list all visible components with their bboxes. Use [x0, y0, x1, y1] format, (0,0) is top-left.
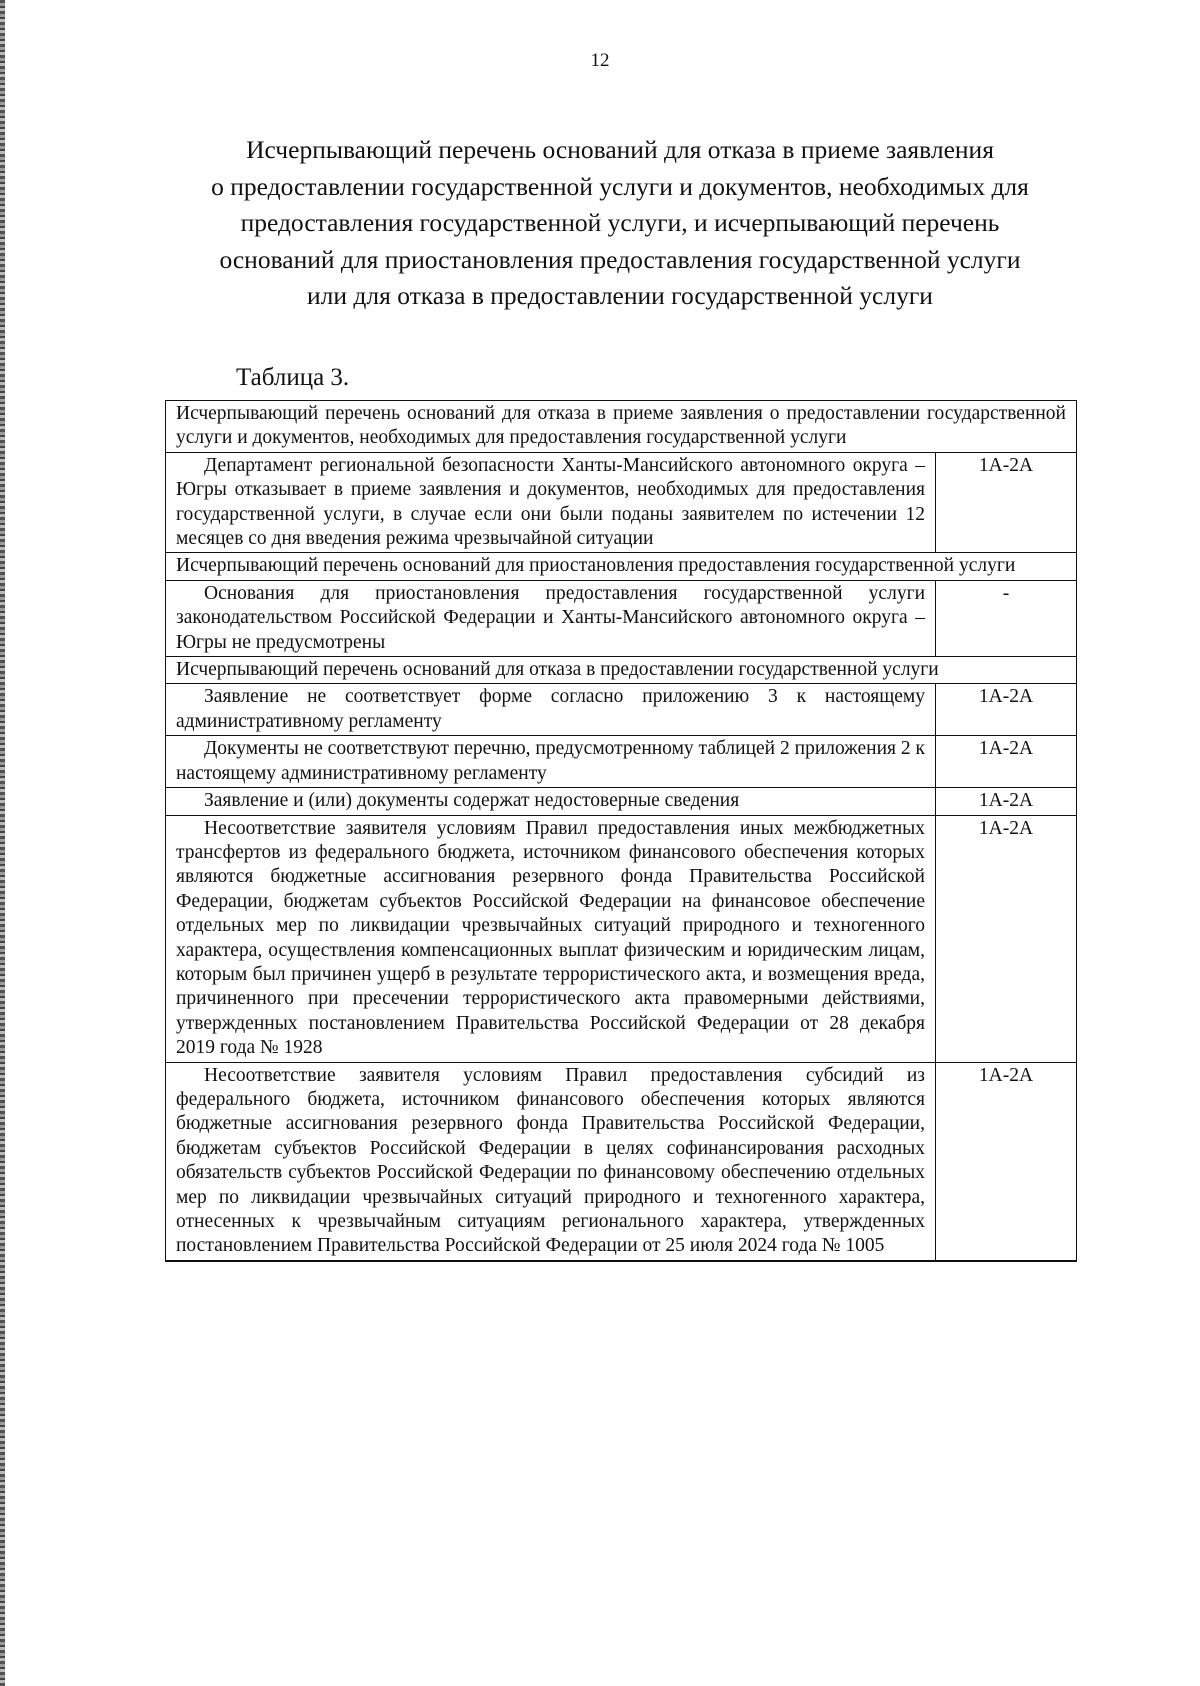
page-number: 12: [590, 50, 610, 71]
table-row: [166, 1062, 1077, 1261]
ground-text: Документы не соответствуют перечню, предусмотренному таблицей 2 приложения 2 к настоящему административному регламенту: [166, 736, 936, 788]
title-line: или для отказа в предоставлении государственной услуги: [307, 281, 933, 310]
applicant-code: 1А-2А: [936, 788, 1077, 815]
ground-text: Основания для приостановления предоставления государственной услуги законодательством Российской Федерации и Ханты-Мансийского автономного округа – Югры не предусмотрены: [166, 580, 936, 656]
grounds-table: [165, 400, 1077, 1262]
section-heading: Исчерпывающий перечень оснований для приостановления предоставления государственной услуги: [166, 553, 1077, 580]
title-line: о предоставлении государственной услуги и документов, необходимых для: [211, 171, 1029, 201]
document-title: [160, 132, 1080, 315]
section-heading-row: [166, 401, 1077, 453]
title-line: предоставления государственной услуги, и исчерпывающий перечень: [240, 208, 1000, 237]
applicant-code: -: [936, 580, 1077, 656]
applicant-code: 1А-2А: [936, 684, 1077, 736]
title-line: Исчерпывающий перечень оснований для отказа в приеме заявления: [246, 135, 994, 164]
table-row: [166, 788, 1077, 815]
ground-text: Несоответствие заявителя условиям Правил предоставления иных межбюджетных трансфертов из федерального бюджета, источником финансового обеспечения которых являются бюджетные ассигнования резервного фонда Правительства Российской Федерации, бюджетам субъектов Российской Федерации на финансовое обеспечение отдельных мер по ликвидации чрезвычайных ситуаций природного и техногенного характера, осуществления компенсационных выплат физическим и юридическим лицам, которым был причинен ущерб в результате террористического акта, и возмещения вреда, причиненного при пресечении террористического акта правомерными действиями, утвержденных постановлением Правительства Российской Федерации от 28 декабря 2019 года № 1928: [166, 815, 936, 1062]
scan-binding-edge: [0, 0, 5, 1686]
title-line: оснований для приостановления предоставления государственной услуги: [219, 244, 1021, 274]
applicant-code: 1А-2А: [936, 815, 1077, 1062]
applicant-code: 1А-2А: [936, 452, 1077, 553]
ground-text: Заявление и (или) документы содержат недостоверные сведения: [166, 788, 936, 815]
section-heading-row: [166, 553, 1077, 580]
ground-text: Заявление не соответствует форме согласно приложению 3 к настоящему административному регламенту: [166, 684, 936, 736]
table-caption: Таблица 3.: [236, 364, 350, 391]
table-row: [166, 815, 1077, 1062]
section-heading: Исчерпывающий перечень оснований для отказа в предоставлении государственной услуги: [166, 657, 1077, 684]
applicant-code: 1А-2А: [936, 1062, 1077, 1261]
table-row: [166, 684, 1077, 736]
ground-text: Несоответствие заявителя условиям Правил предоставления субсидий из федерального бюджета, источником финансового обеспечения которых являются бюджетные ассигнования резервного фонда Правительства Российской Федерации, бюджетам субъектов Российской Федерации в целях софинансирования расходных обязательств субъектов Российской Федерации по финансовому обеспечению отдельных мер по ликвидации чрезвычайных ситуаций природного и техногенного характера, отнесенных к чрезвычайным ситуациям регионального характера, утвержденных постановлением Правительства Российской Федерации от 25 июля 2024 года № 1005: [166, 1062, 936, 1261]
table-row: [166, 736, 1077, 788]
table-row: [166, 580, 1077, 656]
applicant-code: 1А-2А: [936, 736, 1077, 788]
table-row: [166, 452, 1077, 553]
section-heading-row: [166, 657, 1077, 684]
ground-text: Департамент региональной безопасности Ханты-Мансийского автономного округа – Югры отказывает в приеме заявления и документов, необходимых для предоставления государственной услуги, в случае если они были поданы заявителем по истечении 12 месяцев со дня введения режима чрезвычайной ситуации: [166, 452, 936, 553]
section-heading: Исчерпывающий перечень оснований для отказа в приеме заявления о предоставлении государственной услуги и документов, необходимых для предоставления государственной услуги: [166, 401, 1077, 453]
